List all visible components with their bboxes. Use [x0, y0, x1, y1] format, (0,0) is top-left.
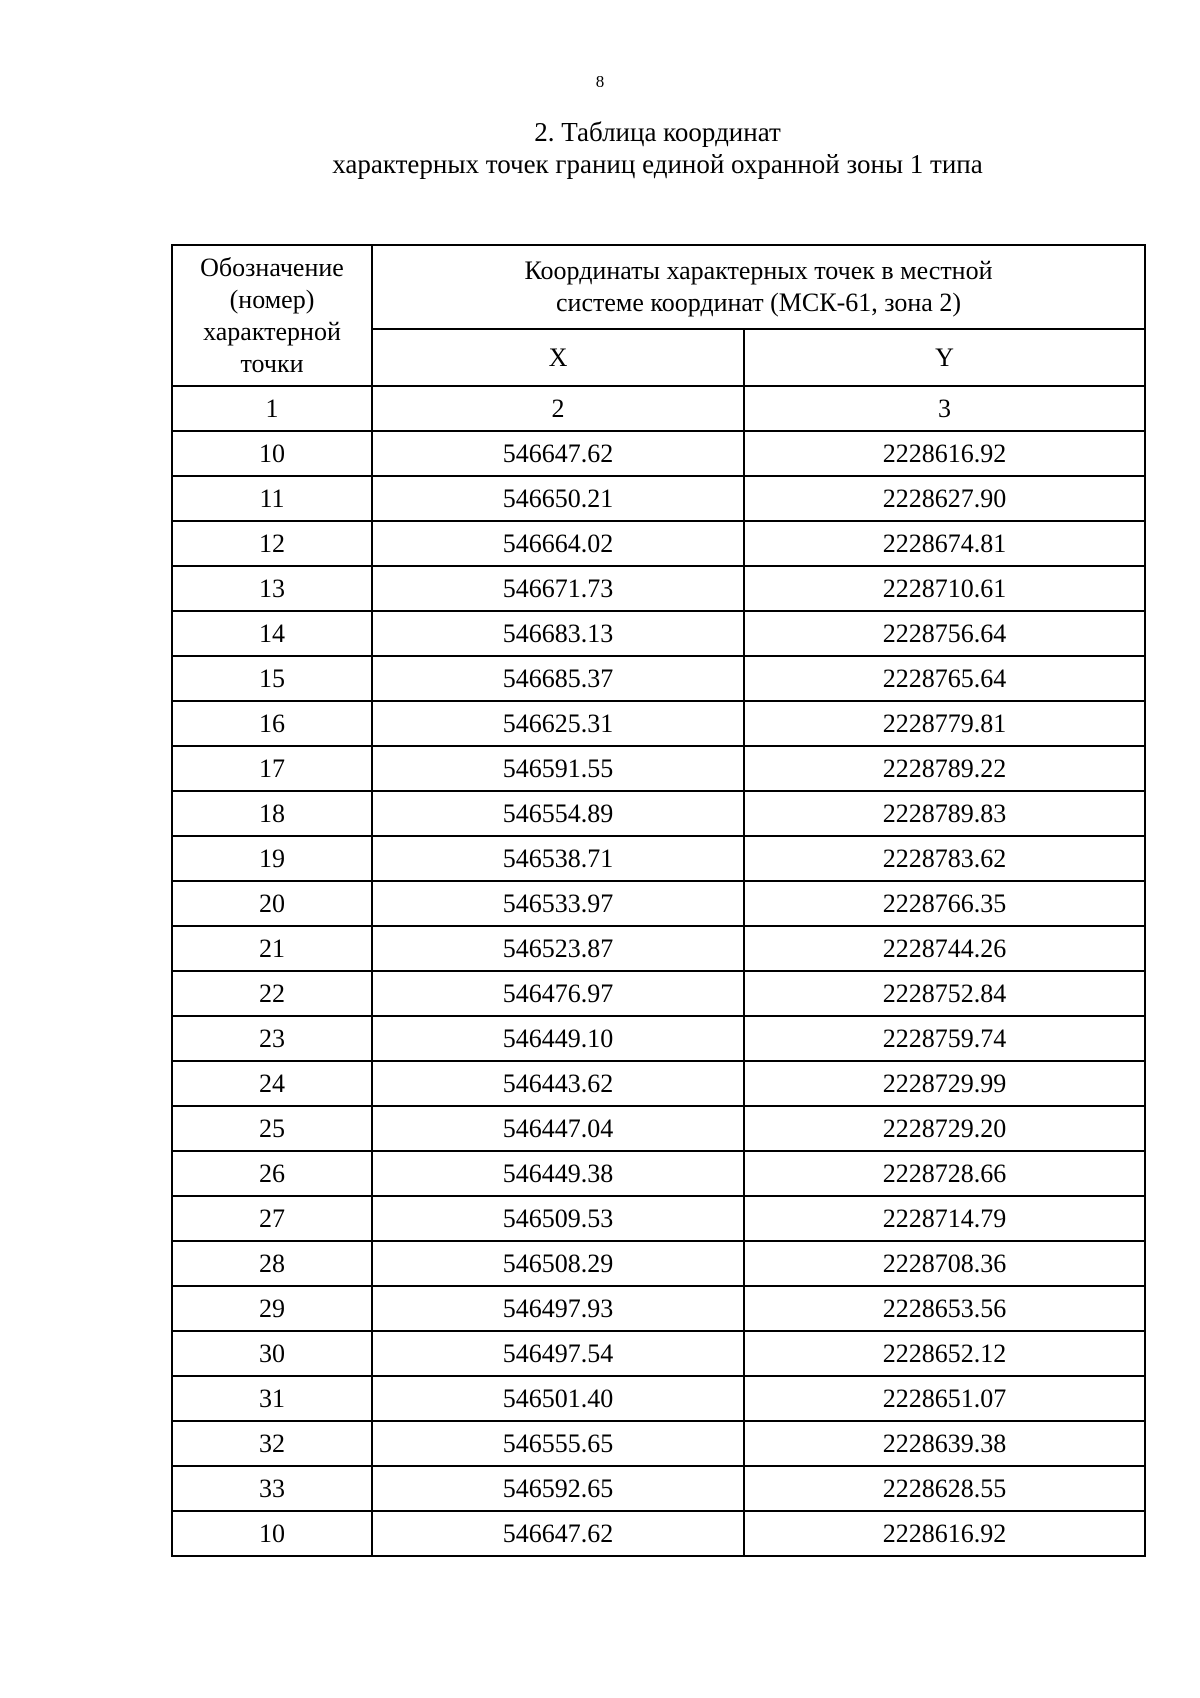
x-cell: 546554.89 — [372, 791, 744, 836]
point-cell: 24 — [172, 1061, 372, 1106]
point-cell: 33 — [172, 1466, 372, 1511]
x-cell: 546449.38 — [372, 1151, 744, 1196]
point-cell: 28 — [172, 1241, 372, 1286]
point-cell: 11 — [172, 476, 372, 521]
y-cell: 2228674.81 — [744, 521, 1145, 566]
x-cell: 546650.21 — [372, 476, 744, 521]
point-cell: 13 — [172, 566, 372, 611]
y-cell: 2228752.84 — [744, 971, 1145, 1016]
x-cell: 546501.40 — [372, 1376, 744, 1421]
y-cell: 2228729.20 — [744, 1106, 1145, 1151]
x-cell: 546671.73 — [372, 566, 744, 611]
table-row — [172, 1196, 1145, 1241]
table-row — [172, 1016, 1145, 1061]
y-cell: 2228653.56 — [744, 1286, 1145, 1331]
table-row — [172, 1241, 1145, 1286]
x-cell: 546533.97 — [372, 881, 744, 926]
x-cell: 546523.87 — [372, 926, 744, 971]
x-cell: 546443.62 — [372, 1061, 744, 1106]
y-cell: 2228759.74 — [744, 1016, 1145, 1061]
y-cell: 2228744.26 — [744, 926, 1145, 971]
table-row — [172, 1421, 1145, 1466]
page-title — [0, 116, 1200, 180]
y-cell: 2228710.61 — [744, 566, 1145, 611]
point-cell: 21 — [172, 926, 372, 971]
x-cell: 546647.62 — [372, 431, 744, 476]
header-x: X — [372, 329, 744, 386]
point-cell: 22 — [172, 971, 372, 1016]
y-cell: 2228779.81 — [744, 701, 1145, 746]
y-cell: 2228616.92 — [744, 431, 1145, 476]
column-index-3: 3 — [744, 386, 1145, 431]
point-cell: 29 — [172, 1286, 372, 1331]
x-cell: 546497.54 — [372, 1331, 744, 1376]
x-cell: 546592.65 — [372, 1466, 744, 1511]
point-cell: 19 — [172, 836, 372, 881]
point-cell: 20 — [172, 881, 372, 926]
table-row — [172, 701, 1145, 746]
table-row — [172, 431, 1145, 476]
table-row — [172, 1331, 1145, 1376]
point-cell: 15 — [172, 656, 372, 701]
point-cell: 25 — [172, 1106, 372, 1151]
header-designation: Обозначение (номер) характерной точки — [172, 245, 372, 386]
table-row — [172, 881, 1145, 926]
y-cell: 2228708.36 — [744, 1241, 1145, 1286]
y-cell: 2228756.64 — [744, 611, 1145, 656]
x-cell: 546476.97 — [372, 971, 744, 1016]
point-cell: 10 — [172, 431, 372, 476]
point-cell: 30 — [172, 1331, 372, 1376]
x-cell: 546555.65 — [372, 1421, 744, 1466]
y-cell: 2228627.90 — [744, 476, 1145, 521]
column-index-2: 2 — [372, 386, 744, 431]
table-row — [172, 1511, 1145, 1556]
table-row — [172, 836, 1145, 881]
y-cell: 2228789.22 — [744, 746, 1145, 791]
y-cell: 2228766.35 — [744, 881, 1145, 926]
y-cell: 2228651.07 — [744, 1376, 1145, 1421]
table-row — [172, 971, 1145, 1016]
point-cell: 31 — [172, 1376, 372, 1421]
x-cell: 546685.37 — [372, 656, 744, 701]
x-cell: 546447.04 — [372, 1106, 744, 1151]
x-cell: 546449.10 — [372, 1016, 744, 1061]
table-row — [172, 1061, 1145, 1106]
y-cell: 2228765.64 — [744, 656, 1145, 701]
y-cell: 2228628.55 — [744, 1466, 1145, 1511]
table-row — [172, 521, 1145, 566]
y-cell: 2228714.79 — [744, 1196, 1145, 1241]
point-cell: 14 — [172, 611, 372, 656]
coordinates-table — [171, 244, 1146, 1557]
column-index-1: 1 — [172, 386, 372, 431]
table-row — [172, 476, 1145, 521]
table-body — [172, 431, 1145, 1556]
page-number: 8 — [595, 72, 605, 91]
x-cell: 546683.13 — [372, 611, 744, 656]
point-cell: 26 — [172, 1151, 372, 1196]
x-cell: 546664.02 — [372, 521, 744, 566]
table-row — [172, 656, 1145, 701]
header-y: Y — [744, 329, 1145, 386]
y-cell: 2228652.12 — [744, 1331, 1145, 1376]
table-row — [172, 1106, 1145, 1151]
table-row — [172, 791, 1145, 836]
x-cell: 546497.93 — [372, 1286, 744, 1331]
x-cell: 546508.29 — [372, 1241, 744, 1286]
table-row — [172, 1466, 1145, 1511]
y-cell: 2228728.66 — [744, 1151, 1145, 1196]
y-cell: 2228729.99 — [744, 1061, 1145, 1106]
title-line-2: характерных точек границ единой охранной зоны 1 типа — [332, 149, 983, 179]
x-cell: 546591.55 — [372, 746, 744, 791]
table-row — [172, 1376, 1145, 1421]
y-cell: 2228789.83 — [744, 791, 1145, 836]
x-cell: 546625.31 — [372, 701, 744, 746]
table-row — [172, 1151, 1145, 1196]
title-line-1: 2. Таблица координат — [534, 117, 781, 147]
point-cell: 10 — [172, 1511, 372, 1556]
point-cell: 32 — [172, 1421, 372, 1466]
point-cell: 17 — [172, 746, 372, 791]
point-cell: 18 — [172, 791, 372, 836]
table-row — [172, 926, 1145, 971]
y-cell: 2228783.62 — [744, 836, 1145, 881]
point-cell: 27 — [172, 1196, 372, 1241]
y-cell: 2228616.92 — [744, 1511, 1145, 1556]
x-cell: 546509.53 — [372, 1196, 744, 1241]
point-cell: 16 — [172, 701, 372, 746]
x-cell: 546647.62 — [372, 1511, 744, 1556]
table-row — [172, 746, 1145, 791]
table-row — [172, 566, 1145, 611]
x-cell: 546538.71 — [372, 836, 744, 881]
point-cell: 12 — [172, 521, 372, 566]
y-cell: 2228639.38 — [744, 1421, 1145, 1466]
point-cell: 23 — [172, 1016, 372, 1061]
table-row — [172, 611, 1145, 656]
table-row — [172, 1286, 1145, 1331]
header-coordinates: Координаты характерных точек в местной системе координат (МСК-61, зона 2) — [372, 245, 1145, 329]
